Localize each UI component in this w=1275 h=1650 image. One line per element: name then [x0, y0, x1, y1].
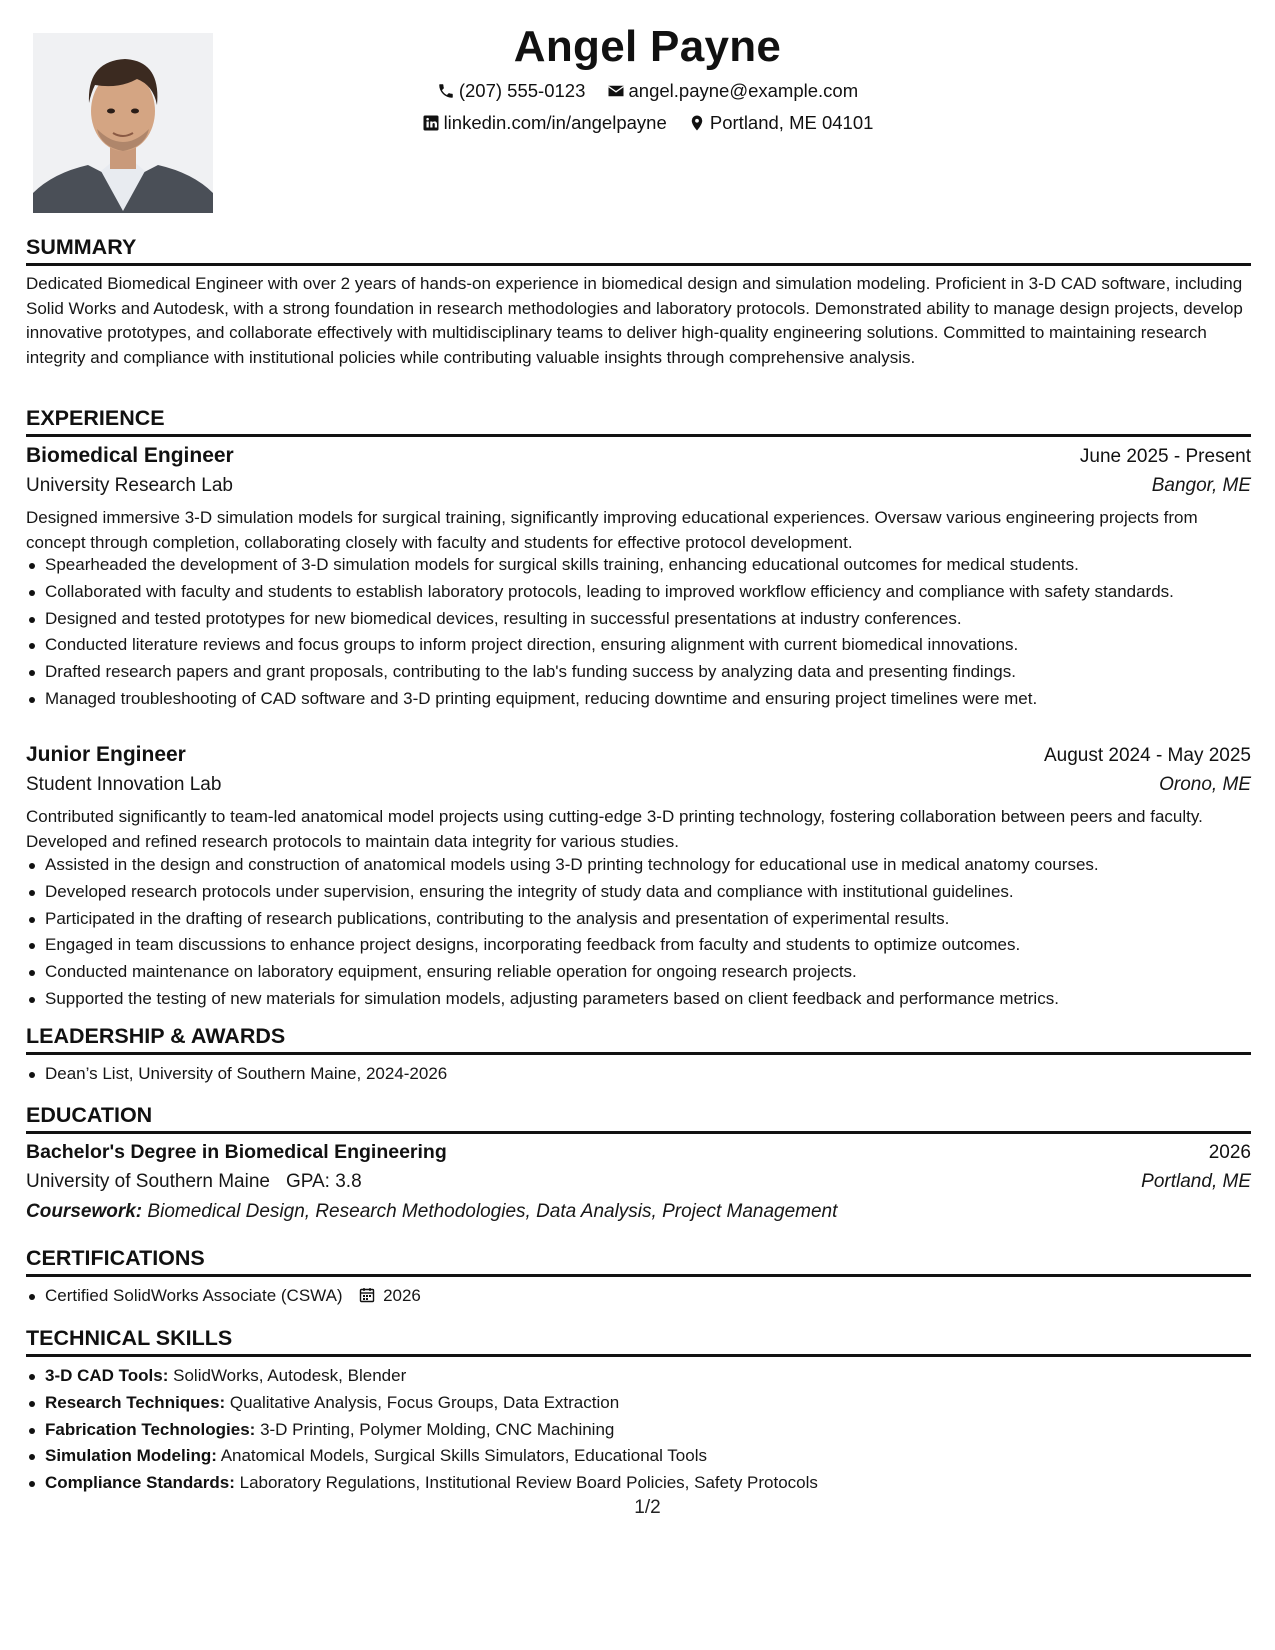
certifications-divider — [26, 1274, 1251, 1277]
leadership-divider — [26, 1052, 1251, 1055]
school-info — [26, 1171, 362, 1193]
job-header — [26, 743, 1251, 767]
job-organization: University Research Lab — [26, 475, 233, 496]
list-item: Designed and tested prototypes for new biomedical devices, resulting in successful presentations at industry conferences. — [26, 607, 1251, 631]
certification-name: Certified SolidWorks Associate (CSWA) — [45, 1286, 343, 1305]
experience-heading: EXPERIENCE — [26, 406, 165, 430]
certifications-heading: CERTIFICATIONS — [26, 1246, 205, 1270]
school-name: University of Southern Maine — [26, 1171, 270, 1192]
job-title: Junior Engineer — [26, 743, 186, 766]
graduation-year: 2026 — [1208, 1142, 1251, 1163]
degree-name: Bachelor's Degree in Biomedical Engineering — [26, 1141, 447, 1163]
list-item: Engaged in team discussions to enhance project designs, incorporating feedback from faculty and students to optimize outcomes. — [26, 933, 1251, 957]
skill-category: Fabrication Technologies: — [45, 1419, 256, 1439]
certification-year: 2026 — [383, 1286, 421, 1305]
gpa: GPA: 3.8 — [285, 1171, 362, 1192]
summary-divider — [26, 263, 1251, 266]
job-description: Designed immersive 3-D simulation models for surgical training, significantly improving educational experiences. Oversaw various engineering projects from concept through completion, collaborating closely with faculty and students for effective protocol development. — [26, 508, 1198, 552]
experience-divider — [26, 434, 1251, 437]
job-title: Biomedical Engineer — [26, 444, 234, 467]
job-header — [26, 444, 1251, 468]
list-item: Drafted research papers and grant proposals, contributing to the lab's funding success by analyzing data and presenting findings. — [26, 660, 1251, 684]
list-item: Conducted maintenance on laboratory equipment, ensuring reliable operation for ongoing research projects. — [26, 960, 1251, 984]
envelope-icon — [607, 82, 625, 100]
list-item: Spearheaded the development of 3-D simulation models for surgical skills training, enhancing educational outcomes for medical students. — [26, 553, 1251, 577]
job-bullets — [26, 553, 1251, 714]
linkedin-contact[interactable] — [422, 112, 667, 134]
list-item — [26, 1471, 1251, 1495]
education-heading: EDUCATION — [26, 1103, 153, 1127]
job-org-row — [26, 774, 1251, 796]
email-text: angel.payne@example.com — [628, 80, 859, 101]
calendar-icon — [359, 1287, 375, 1303]
list-item: Collaborated with faculty and students to establish laboratory protocols, leading to improved workflow efficiency and compliance with safety standards. — [26, 580, 1251, 604]
job-location: Orono, ME — [1159, 774, 1251, 795]
list-item — [26, 1418, 1251, 1442]
list-item: Managed troubleshooting of CAD software and 3-D printing equipment, reducing downtime and ensuring project timelines were met. — [26, 687, 1251, 711]
list-item — [26, 1391, 1251, 1415]
list-item: Participated in the drafting of research publications, contributing to the analysis and presentation of experimental results. — [26, 907, 1251, 931]
summary-text: Dedicated Biomedical Engineer with over 2 years of hands-on experience in biomedical design and simulation modeling. Proficient in 3-D CAD software, including Solid Works and Autodesk, with a strong foundation in research methodologies and laboratory protocols. Demonstrated ability to manage design projects, develop innovative prototypes, and collaborate effectively with multidisciplinary teams to deliver high-quality engineering solutions. Committed to maintaining research integrity and compliance with institutional policies while contributing valuable insights through comprehensive analysis. — [26, 274, 1243, 367]
education-header — [26, 1141, 1251, 1164]
list-item: Supported the testing of new materials for simulation models, adjusting parameters based on client feedback and performance metrics. — [26, 987, 1251, 1011]
linkedin-icon — [422, 114, 440, 132]
skill-category: 3-D CAD Tools: — [45, 1366, 169, 1385]
list-item — [26, 1284, 1251, 1308]
leadership-list — [26, 1062, 1251, 1089]
list-item: Dean’s List, University of Southern Maine, 2024-2026 — [26, 1062, 1251, 1086]
job-dates: August 2024 - May 2025 — [1043, 745, 1251, 766]
skill-values: 3-D Printing, Polymer Molding, CNC Machining — [260, 1419, 615, 1439]
education-school-row — [26, 1171, 1251, 1193]
skill-category: Research Techniques: — [45, 1392, 226, 1412]
skill-category: Simulation Modeling: — [45, 1446, 217, 1466]
list-item: Conducted literature reviews and focus groups to inform project direction, ensuring alignment with current biomedical innovations. — [26, 633, 1251, 657]
education-divider — [26, 1131, 1251, 1134]
contact-row-2 — [0, 112, 1275, 137]
phone-icon — [437, 82, 455, 100]
phone-contact[interactable] — [437, 80, 586, 102]
skill-category: Compliance Standards: — [45, 1473, 235, 1493]
linkedin-text: linkedin.com/in/angelpayne — [443, 112, 667, 133]
location-text: Portland, ME 04101 — [709, 112, 874, 133]
job-organization: Student Innovation Lab — [26, 774, 222, 795]
skills-list — [26, 1364, 1251, 1498]
school-location: Portland, ME — [1141, 1171, 1251, 1192]
skills-heading: TECHNICAL SKILLS — [26, 1326, 233, 1350]
job-location: Bangor, ME — [1151, 475, 1251, 496]
skill-values: Laboratory Regulations, Institutional Review Board Policies, Safety Protocols — [239, 1473, 818, 1493]
job-bullets — [26, 853, 1251, 1014]
list-item — [26, 1444, 1251, 1468]
skill-values: SolidWorks, Autodesk, Blender — [173, 1366, 407, 1385]
contact-row-1 — [0, 80, 1275, 105]
skill-values: Qualitative Analysis, Focus Groups, Data Extraction — [229, 1392, 620, 1412]
job-description: Contributed significantly to team-led anatomical model projects using cutting-edge 3-D printing technology, fostering collaboration between peers and faculty. Developed and refined research protocols to maintain data integrity for various studies. — [26, 807, 1203, 851]
candidate-name: Angel Payne — [513, 22, 782, 71]
skill-values: Anatomical Models, Surgical Skills Simulators, Educational Tools — [220, 1446, 707, 1466]
skills-divider — [26, 1354, 1251, 1357]
list-item: Developed research protocols under supervision, ensuring the integrity of study data and compliance with institutional guidelines. — [26, 880, 1251, 904]
location-contact — [688, 112, 874, 134]
summary-heading: SUMMARY — [26, 235, 137, 259]
job-dates: June 2025 - Present — [1079, 446, 1251, 467]
certifications-list — [26, 1284, 1251, 1311]
phone-text: (207) 555-0123 — [458, 80, 586, 101]
map-pin-icon — [688, 114, 706, 132]
page-number: 1/2 — [634, 1497, 661, 1518]
coursework-list: Biomedical Design, Research Methodologies, Data Analysis, Project Management — [147, 1201, 838, 1222]
coursework-label: Coursework: — [26, 1201, 143, 1222]
email-contact[interactable] — [607, 80, 859, 102]
leadership-heading: LEADERSHIP & AWARDS — [26, 1024, 286, 1048]
list-item — [26, 1364, 1251, 1388]
job-org-row — [26, 475, 1251, 497]
coursework — [26, 1201, 837, 1223]
list-item: Assisted in the design and construction of anatomical models using 3-D printing technology for educational use in medical anatomy courses. — [26, 853, 1251, 877]
